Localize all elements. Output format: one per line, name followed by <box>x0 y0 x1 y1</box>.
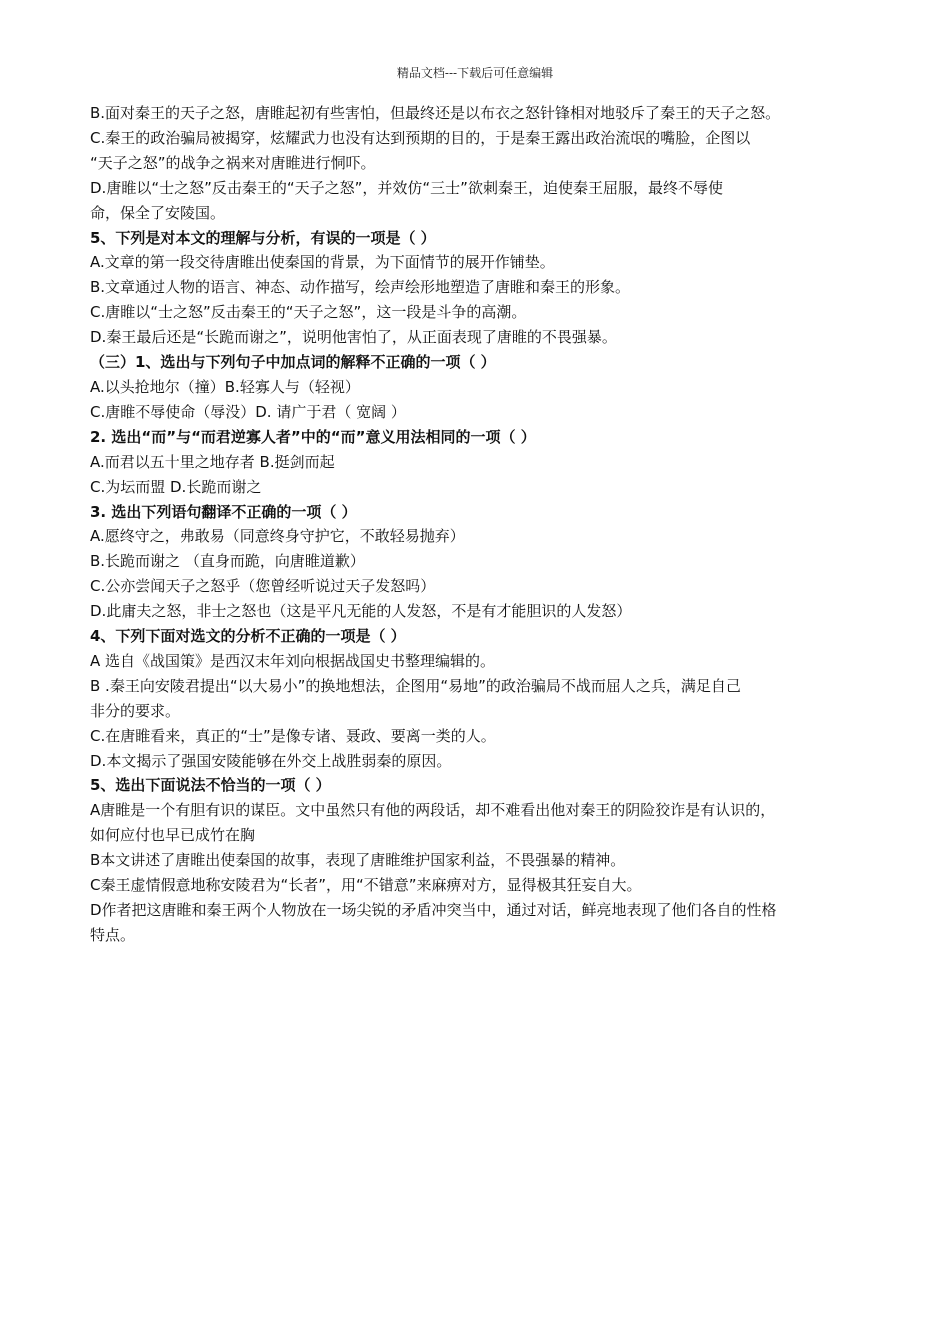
text-line: 命，保全了安陵国。 <box>90 203 226 222</box>
text-line: C.在唐睢看来，真正的“士”是像专诸、聂政、要离一类的人。 <box>90 726 496 745</box>
text-line: B.长跪而谢之 （直身而跪，向唐睢道歉） <box>90 552 365 571</box>
text-line: D.此庸夫之怒，非士之怒也（这是平凡无能的人发怒，不是有才能胆识的人发怒） <box>90 602 632 621</box>
document-body <box>90 101 865 948</box>
text-line: C.为坛而盟 D.长跪而谢之 <box>90 477 262 496</box>
text-line: D.秦王最后还是“长跪而谢之”，说明他害怕了，从正面表现了唐睢的不畏强暴。 <box>90 328 617 347</box>
text-line: C.唐睢以“士之怒”反击秦王的“天子之怒”，这一段是斗争的高潮。 <box>90 303 527 322</box>
text-line: B.面对秦王的天子之怒，唐睢起初有些害怕，但最终还是以布衣之怒针锋相对地驳斥了秦王的天子之怒。 <box>90 104 781 122</box>
text-line: A.而君以五十里之地存者 B.挺剑而起 <box>90 452 335 471</box>
text-line: A 选自《战国策》是西汉末年刘向根据战国史书整理编辑的。 <box>90 651 496 670</box>
text-line: 如何应付也早已成竹在胸 <box>90 826 256 845</box>
text-line: B.文章通过人物的语言、神态、动作描写，绘声绘形地塑造了唐睢和秦王的形象。 <box>90 278 631 297</box>
text-line: C.秦王的政治骗局被揭穿，炫耀武力也没有达到预期的目的，于是秦王露出政治流氓的嘴脸，企图以 <box>90 128 751 147</box>
text-line: C.公亦尝闻天子之怒乎（您曾经听说过天子发怒吗） <box>90 577 436 596</box>
text-line: 特点。 <box>90 925 136 944</box>
question-heading: （三）1、选出与下列句子中加点词的解释不正确的一项（ ） <box>90 353 496 372</box>
text-line: 非分的要求。 <box>90 701 181 720</box>
text-line: C.唐睢不辱使命（辱没）D. 请广于君（ 宽阔 ） <box>90 402 406 421</box>
text-line: D.唐睢以“士之怒”反击秦王的“天子之怒”，并效仿“三士”欲刺秦王，迫使秦王屈服，最终不辱使 <box>90 178 723 197</box>
text-line: A.愿终守之，弗敢易（同意终身守护它，不敢轻易抛弃） <box>90 527 465 546</box>
text-line: A唐睢是一个有胆有识的谋臣。文中虽然只有他的两段话，却不难看出他对秦王的阴险狡诈是有认识的， <box>90 801 776 820</box>
question-heading: 5、下列是对本文的理解与分析，有误的一项是（ ） <box>90 228 436 247</box>
question-heading: 4、下列下面对选文的分析不正确的一项是（ ） <box>90 627 406 646</box>
text-line: B本文讲述了唐睢出使秦国的故事，表现了唐睢维护国家利益，不畏强暴的精神。 <box>90 851 626 870</box>
text-line: A.以头抢地尔（撞）B.轻寡人与（轻视） <box>90 377 360 396</box>
text-line: C秦王虚情假意地称安陵君为“长者”，用“不错意”来麻痹对方，显得极其狂妄自大。 <box>90 876 642 895</box>
text-line: B .秦王向安陵君提出“以大易小”的换地想法，企图用“易地”的政治骗局不战而屈人之兵，满足自己 <box>90 676 741 695</box>
text-line: “天子之怒”的战争之祸来对唐睢进行恫吓。 <box>90 153 376 172</box>
page-header: 精品文档---下载后可任意编辑 <box>396 66 554 80</box>
text-line: D作者把这唐睢和秦王两个人物放在一场尖锐的矛盾冲突当中，通过对话，鲜亮地表现了他们各自的性格 <box>90 901 777 919</box>
question-heading: 2. 选出“而”与“而君逆寡人者”中的“而”意义用法相同的一项（ ） <box>90 427 536 446</box>
question-heading: 5、选出下面说法不恰当的一项（ ） <box>90 776 331 795</box>
text-line: D.本文揭示了强国安陵能够在外交上战胜弱秦的原因。 <box>90 751 452 770</box>
question-heading: 3. 选出下列语句翻译不正确的一项（ ） <box>90 502 357 521</box>
text-line: A.文章的第一段交待唐睢出使秦国的背景，为下面情节的展开作铺垫。 <box>90 253 555 272</box>
